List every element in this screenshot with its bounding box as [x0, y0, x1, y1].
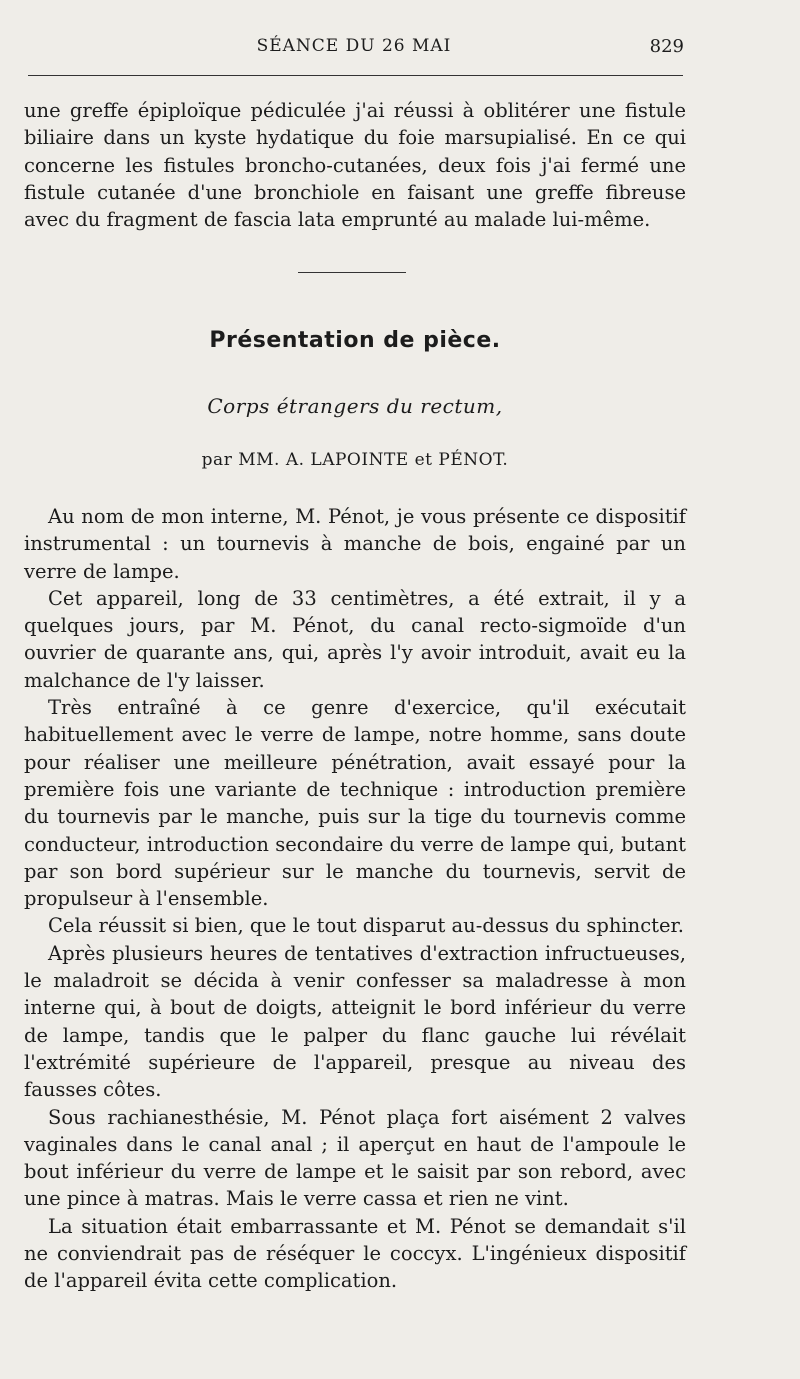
section-divider [298, 272, 406, 273]
running-head [24, 36, 684, 60]
section-title: Présentation de pièce. [209, 328, 501, 353]
body-paragraph: Cet appareil, long de 33 centimètres, a été extrait, il y a quelques jours, par M. Pénot, du canal recto-sigmoïde d'un ouvrier de quarante ans, qui, après l'y avoir introduit, avait eu la malchance de l'y laisser. [24, 586, 686, 692]
header-rule [28, 75, 683, 76]
intro-text [24, 97, 686, 233]
body-paragraph: Très entraîné à ce genre d'exercice, qu'il exécutait habituellement avec le verre de lampe, notre homme, sans doute pour réaliser une meilleure pénétration, avait essayé pour la première fois une variante de technique : introduction première du tournevis par le manche, puis sur la tige du tournevis comme conducteur, introduction secondaire du verre de lampe qui, butant par son bord supérieur sur le manche du tournevis, servit de propulseur à l'ensemble. [24, 696, 686, 911]
body-paragraph: Au nom de mon interne, M. Pénot, je vous présente ce dispositif instrumental : un tournevis à manche de bois, engainé par un verre de lampe. [24, 505, 686, 583]
body-paragraph: Sous rachianesthésie, M. Pénot plaça fort aisément 2 valves vaginales dans le canal anal ; il aperçut en haut de l'ampoule le bout inférieur du verre de lampe et le saisit par son rebord, avec une pince à matras. Mais le verre cassa et rien ne vint. [24, 1105, 686, 1211]
running-title: SÉANCE DU 26 MAI [256, 36, 452, 56]
article-title: Corps étrangers du rectum, [207, 394, 503, 418]
page-number: 829 [649, 36, 684, 57]
body-paragraph: Après plusieurs heures de tentatives d'extraction infructueuses, le maladroit se décida à venir confesser sa maladresse à mon interne qui, à bout de doigts, atteignit le bord inférieur du verre de lampe, tandis que le palper du flanc gauche lui révélait l'extrémité supérieure de l'appareil, presque au niveau des fausses côtes. [24, 941, 686, 1102]
intro-paragraph: une greffe épiploïque pédiculée j'ai réussi à oblitérer une fistule biliaire dans un kyste hydatique du foie marsupialisé. En ce qui concerne les fistules broncho-cutanées, deux fois j'ai fermé une fistule cutanée d'une bronchiole en faisant une greffe fibreuse avec du fragment de fascia lata emprunté au malade lui-même. [24, 99, 686, 232]
body-text [24, 503, 686, 1295]
body-paragraph: Cela réussit si bien, que le tout disparut au-dessus du sphincter. [48, 914, 684, 938]
body-paragraph: La situation était embarrassante et M. Pénot se demandait s'il ne conviendrait pas de réséquer le coccyx. L'ingénieux dispositif de l'appareil évita cette complication. [24, 1214, 686, 1293]
authors-line: par MM. A. LAPOINTE et PÉNOT. [201, 450, 509, 470]
